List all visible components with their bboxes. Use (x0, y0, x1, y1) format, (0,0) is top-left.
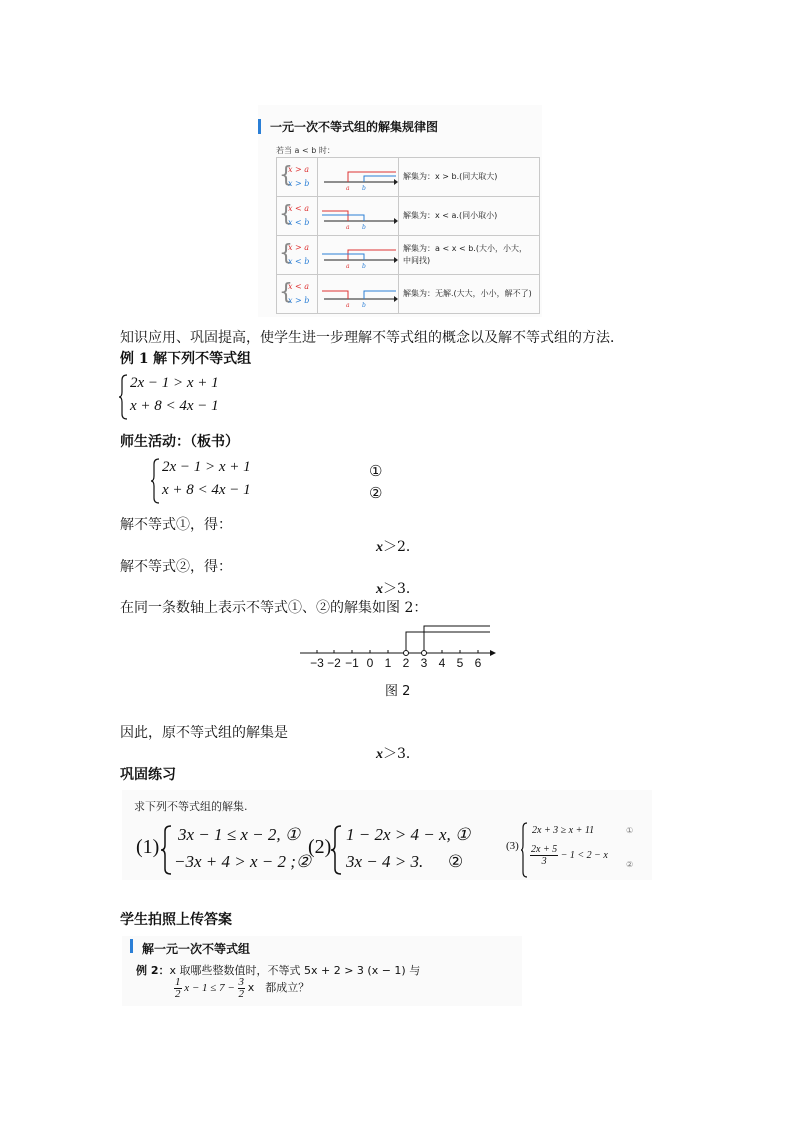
activity-ineq1: 2x − 1 > x + 1 (162, 459, 251, 475)
problem3-line2: $\frac{2x + 5}{3}$ − 1 < 2 − x (531, 844, 608, 867)
example2-question: 例 2：x 取哪些整数值时，不等式 5x + 2 > 3 (x − 1) 与 (136, 964, 421, 977)
tick-b: b (362, 224, 366, 231)
brace-icon (330, 825, 342, 875)
tick-label: −1 (345, 656, 359, 670)
tick-label: 5 (456, 656, 464, 670)
practice-instruction: 求下列不等式组的解集. (134, 800, 248, 813)
activity-ineq2: x + 8 < 4x − 1 (162, 482, 251, 498)
figure-caption: 图 2 (385, 684, 411, 699)
solve2-text: 解不等式②，得： (120, 559, 232, 575)
tick-label: 0 (366, 656, 374, 670)
rule-figure-title: 一元一次不等式组的解集规律图 (270, 120, 439, 134)
solve1-text: 解不等式①，得： (120, 517, 232, 533)
solution-ray-1 (406, 632, 490, 651)
example1-ineq1: 2x − 1 > x + 1 (130, 375, 219, 391)
example1-system (118, 372, 268, 422)
upload-heading: 学生拍照上传答案 (120, 912, 232, 928)
problem3-mark1: ① (626, 826, 634, 835)
rule-number-line (318, 197, 398, 233)
activity-heading: 师生活动：（板书） (120, 434, 239, 450)
problem2-line1: 1 − 2x > 4 − x, ① (346, 825, 471, 844)
practice-heading: 巩固练习 (120, 767, 176, 783)
rule-ineq: x > a (288, 165, 310, 174)
tick-label: 1 (384, 656, 392, 670)
rule-ineq: x < a (288, 204, 310, 213)
mark-circle-1: ① (369, 464, 383, 480)
example2-box (122, 936, 522, 1006)
tick-a: a (346, 185, 350, 192)
rule-figure (258, 105, 542, 317)
example1-prompt: 解下列不等式组 (153, 351, 252, 367)
brace-icon (160, 825, 172, 875)
example1-heading (120, 348, 251, 368)
solve1-result: x＞2． (376, 539, 420, 555)
problem3-label: (3) (506, 840, 519, 852)
rule-ineq: x > b (288, 179, 310, 188)
rule-table (276, 157, 540, 314)
rule-ineq: x < b (288, 257, 310, 266)
example2-title: 解一元一次不等式组 (142, 942, 251, 956)
rule-result: 解集为：a < x < b.(大小，小大， 中间找) (399, 236, 540, 275)
numberline-intro: 在同一条数轴上表示不等式①、②的解集如图 2： (120, 600, 428, 616)
tick-label: 6 (474, 656, 482, 670)
brace-icon (118, 374, 128, 420)
tick-b: b (362, 302, 366, 309)
title-accent-bar (258, 119, 261, 134)
rule-result: 解集为：x > b.(同大取大) (399, 158, 540, 197)
rule-row: { x < a x < b a b 解集为：x < a.(同小取小) (277, 197, 540, 236)
rule-ineq: x < b (288, 218, 310, 227)
number-line-figure (296, 620, 500, 672)
problem3-line1: 2x + 3 ≥ x + 11 (532, 825, 595, 836)
rule-ineq: x < a (288, 282, 310, 291)
tick-a: a (346, 302, 350, 309)
open-point-3 (422, 651, 427, 656)
title-accent-bar (130, 939, 133, 953)
solve2-result: x＞3． (376, 581, 420, 597)
rule-number-line (318, 158, 398, 194)
rule-result: 解集为：x < a.(同小取小) (399, 197, 540, 236)
practice-problems (122, 790, 652, 880)
rule-condition: 若当 a < b 时： (276, 146, 335, 155)
brace-icon (520, 822, 528, 878)
tick-label: 2 (402, 656, 410, 670)
mark-circle-2: ② (369, 486, 383, 502)
tick-label: 4 (438, 656, 446, 670)
problem1-line1: 3x − 1 ≤ x − 2, ① (178, 825, 301, 844)
rule-number-line (318, 236, 398, 272)
tick-b: b (362, 185, 366, 192)
tick-a: a (346, 263, 350, 270)
problem1-label: (1) (136, 836, 160, 858)
problem3-mark2: ② (626, 860, 634, 869)
tick-b: b (362, 263, 366, 270)
rule-number-line (318, 275, 398, 311)
rule-row: { x > a x > b a b 解集为：x > b.(同大取大) (277, 158, 540, 197)
problem1-line2: −3x + 4 > x − 2 ;② (174, 852, 312, 871)
example1-ineq2: x + 8 < 4x − 1 (130, 398, 219, 414)
intro-text: 知识应用、巩固提高，使学生进一步理解不等式组的概念以及解不等式组的方法． (120, 330, 624, 346)
open-point-2 (404, 651, 409, 656)
problem2-mark2: ② (448, 852, 464, 871)
tick-label: −2 (327, 656, 341, 670)
tick-label: 3 (420, 656, 428, 670)
rule-result: 解集为：无解.(大大，小小，解不了) (399, 275, 540, 314)
conclusion-text: 因此，原不等式组的解集是 (120, 725, 288, 741)
rule-row: { x > a x < b a b 解集为：a < x < b.(大小，小大， 中间找) (277, 236, 540, 275)
problem2-line2: 3x − 4 > 3. (346, 852, 424, 871)
rule-ineq: x > a (288, 243, 310, 252)
conclusion-result: x＞3． (376, 746, 420, 762)
problem2-label: (2) (308, 836, 332, 858)
tick-label: −3 (310, 656, 324, 670)
brace-icon (150, 458, 160, 504)
activity-system (150, 456, 300, 506)
rule-row: { x < a x > b a b 解集为：无解.(大大，小小，解不了) (277, 275, 540, 314)
solution-ray-2 (424, 626, 490, 651)
example2-inequality: $\frac{1}{2}$ x − 1 ≤ 7 − $\frac{3}{2}$ x 都成立？ (175, 976, 310, 1000)
rule-ineq: x > b (288, 296, 310, 305)
example1-label: 例 1 (120, 351, 149, 367)
tick-a: a (346, 224, 350, 231)
